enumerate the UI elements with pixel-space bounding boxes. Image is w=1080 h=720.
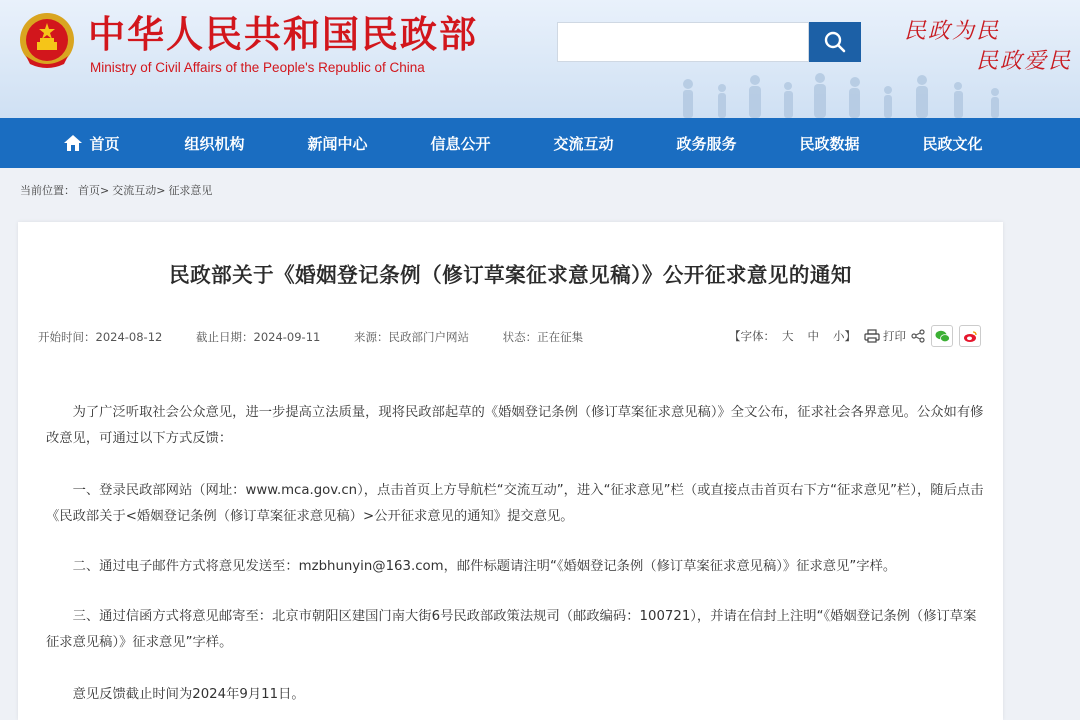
weibo-share-button[interactable] [959, 325, 981, 347]
font-size-medium-button[interactable]: 中 [807, 329, 819, 343]
meta-start-time: 开始时间：2024-08-12 [38, 330, 163, 344]
font-size-small-button[interactable]: 小】 [833, 329, 856, 343]
paragraph-text: 意见反馈截止时间为2024年9月11日。 [72, 687, 305, 702]
article-title: 民政部关于《婚姻登记条例（修订草案征求意见稿）》公开征求意见的通知 [169, 263, 852, 287]
font-size-label: 【字体： [729, 329, 775, 343]
nav-item-culture[interactable]: 民政文化 [922, 134, 983, 153]
site-header [0, 0, 1080, 118]
paragraph-method-2 [46, 554, 986, 580]
search-button[interactable] [809, 22, 861, 62]
paragraph-method-3 [46, 604, 986, 656]
meta-source: 来源：民政部门户网站 [354, 330, 469, 344]
breadcrumb-link-consultation[interactable]: 征求意见 [168, 184, 213, 197]
nav-item-services[interactable]: 政务服务 [676, 134, 737, 153]
print-label: 打印 [883, 329, 906, 343]
search-icon [823, 30, 847, 54]
nav-item-data[interactable]: 民政数据 [799, 134, 860, 153]
nav-item-news[interactable]: 新闻中心 [307, 134, 368, 153]
slogan-line-1: 民政为民 [904, 19, 1001, 44]
site-title: 中华人民共和国民政部 [88, 13, 478, 56]
wechat-icon [935, 330, 950, 343]
article-tools [729, 325, 981, 347]
paragraph-text: 为了广泛听取社会公众意见，进一步提高立法质量，现将民政部起草的《婚姻登记条例（修订草案征求意见稿）》全文公布，征求社会各界意见。公众如有修改意见，可通过以下方式反馈： [46, 405, 984, 446]
nav-item-organization[interactable]: 组织机构 [184, 134, 245, 153]
printer-icon [864, 329, 880, 343]
share-icon[interactable] [911, 329, 925, 343]
meta-status: 状态：正在征集 [502, 330, 584, 344]
site-subtitle: Ministry of Civil Affairs of the People's Republic of China [90, 60, 425, 75]
nav-item-info-disclosure[interactable]: 信息公开 [430, 134, 491, 153]
weibo-icon [963, 330, 978, 343]
paragraph-text: 三、通过信函方式将意见邮寄至：北京市朝阳区建国门南大街6号民政部政策法规司（邮政编码：100721），并请在信封上注明“《婚姻登记条例（修订草案征求意见稿）》征求意见”字样。 [46, 609, 977, 650]
breadcrumb-link-home[interactable]: 首页> [78, 184, 110, 197]
article-meta [38, 329, 613, 345]
paragraph-text: 二、通过电子邮件方式将意见发送至：mzbhunyin@163.com，邮件标题请注明“《婚姻登记条例（修订草案征求意见稿）》征求意见”字样。 [72, 559, 897, 574]
paragraph-intro [46, 400, 986, 452]
slogan-line-2: 民政爱民 [976, 49, 1073, 74]
national-emblem-icon[interactable] [18, 10, 76, 72]
search-input[interactable] [557, 22, 809, 62]
print-button[interactable] [864, 328, 906, 344]
people-silhouettes-decoration [660, 66, 1080, 118]
wechat-share-button[interactable] [931, 325, 953, 347]
main-nav [0, 118, 1080, 168]
paragraph-method-1 [46, 478, 986, 530]
nav-item-label: 首页 [89, 134, 120, 153]
nav-item-interaction[interactable]: 交流互动 [553, 134, 614, 153]
breadcrumb-prefix: 当前位置： [20, 184, 75, 197]
home-icon [63, 134, 83, 152]
font-size-large-button[interactable]: 大 [782, 329, 794, 343]
breadcrumb [20, 182, 215, 198]
paragraph-text: 一、登录民政部网站（网址：www.mca.gov.cn），点击首页上方导航栏“交流互动”，进入“征求意见”栏（或直接点击首页右下方“征求意见”栏），随后点击《民政部关于<婚姻登记条例（修订草案征求意见稿）>公开征求意见的通知》提交意见。 [46, 483, 984, 524]
paragraph-deadline [46, 682, 986, 708]
meta-end-date: 截止日期：2024-09-11 [196, 330, 321, 344]
article-panel [18, 222, 1003, 720]
breadcrumb-link-interaction[interactable]: 交流互动> [112, 184, 166, 197]
nav-item-home[interactable] [30, 118, 153, 168]
